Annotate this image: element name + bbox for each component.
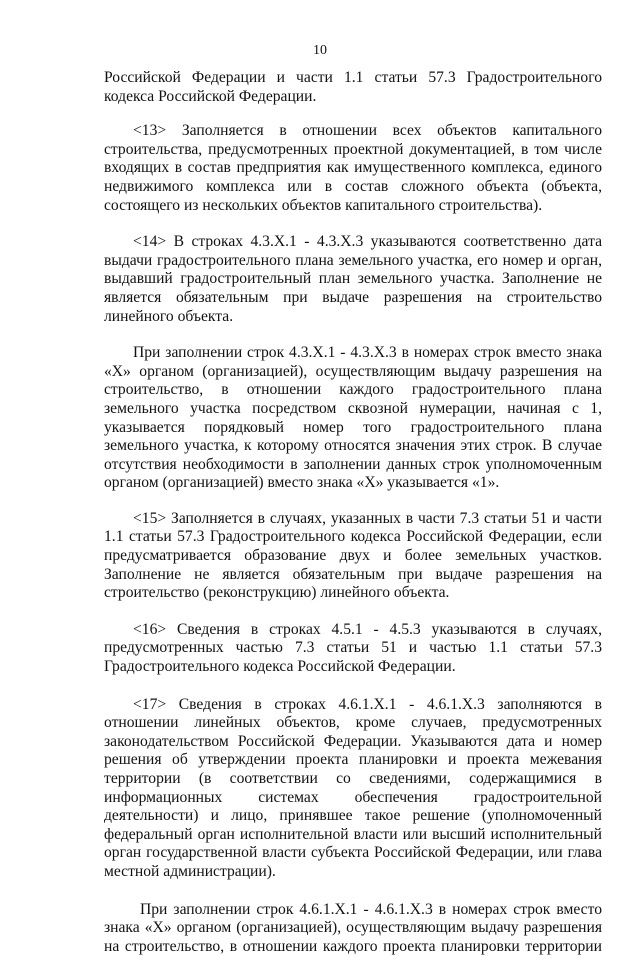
document-body	[104, 69, 602, 956]
footnote-17: <17> Сведения в строках 4.6.1.Х.1 - 4.6.1.Х.3 заполняются в отношении линейных объектов, кроме случаев, предусмотренных законодательством Российской Федерации. Указываются дата и номер решения об утверждении проекта планировки и проекта межевания территории (в соответствии со сведениями, содержащимися в информационных системах обеспечения градостроительной деятельности) и лицо, принявшее такое решение (уполномоченный федеральный орган исполнительной власти или высший исполнительный орган государственной власти субъекта Российской Федерации, или глава местной администрации).	[104, 695, 602, 880]
paragraph-continuation: Российской Федерации и части 1.1 статьи 57.3 Градостроительного кодекса Российской Федерации.	[104, 69, 602, 105]
footnote-16: <16> Сведения в строках 4.5.1 - 4.5.3 указываются в случаях, предусмотренных частью 7.3 статьи 51 и частью 1.1 статьи 57.3 Градостроительного кодекса Российской Федерации.	[104, 620, 602, 676]
footnote-14: <14> В строках 4.3.Х.1 - 4.3.Х.3 указываются соответственно дата выдачи градостроительного плана земельного участка, его номер и орган, выдавший градостроительный план земельного участка. Заполнение не является обязательным при выдаче разрешения на строительство линейного объекта.	[104, 233, 602, 325]
page-number: 10	[313, 43, 327, 58]
footnote-14-numbering: При заполнении строк 4.3.Х.1 - 4.3.Х.3 в номерах строк вместо знака «Х» органом (организацией), осуществляющим выдачу разрешения на строительство, в отношении каждого градостроительного плана земельного участка посредством сквозной нумерации, начиная с 1, указывается порядковый номер того градостроительного плана земельного участка, к которому относятся значения этих строк. В случае отсутствия необходимости в заполнении данных строк уполномоченным органом (организацией) вместо знака «Х» указывается «1».	[104, 344, 602, 492]
footnote-15: <15> Заполняется в случаях, указанных в части 7.3 статьи 51 и части 1.1 статьи 57.3 Градостроительного кодекса Российской Федерации, если предусматривается образование двух и более земельных участков. Заполнение не является обязательным при выдаче разрешения на строительство (реконструкцию) линейного объекта.	[104, 509, 602, 602]
footnote-13: <13> Заполняется в отношении всех объектов капитального строительства, предусмотренных проектной документацией, в том числе входящих в состав предприятия как имущественного комплекса, единого недвижимого комплекса или в состав сложного объекта (объекта, состоящего из нескольких объектов капитального строительства).	[104, 122, 602, 214]
footnote-17-numbering: При заполнении строк 4.6.1.Х.1 - 4.6.1.Х.3 в номерах строк вместо знака «Х» органом (организацией), осуществляющим выдачу разрешения на строительство, в отношении каждого проекта планировки территории	[104, 900, 602, 955]
